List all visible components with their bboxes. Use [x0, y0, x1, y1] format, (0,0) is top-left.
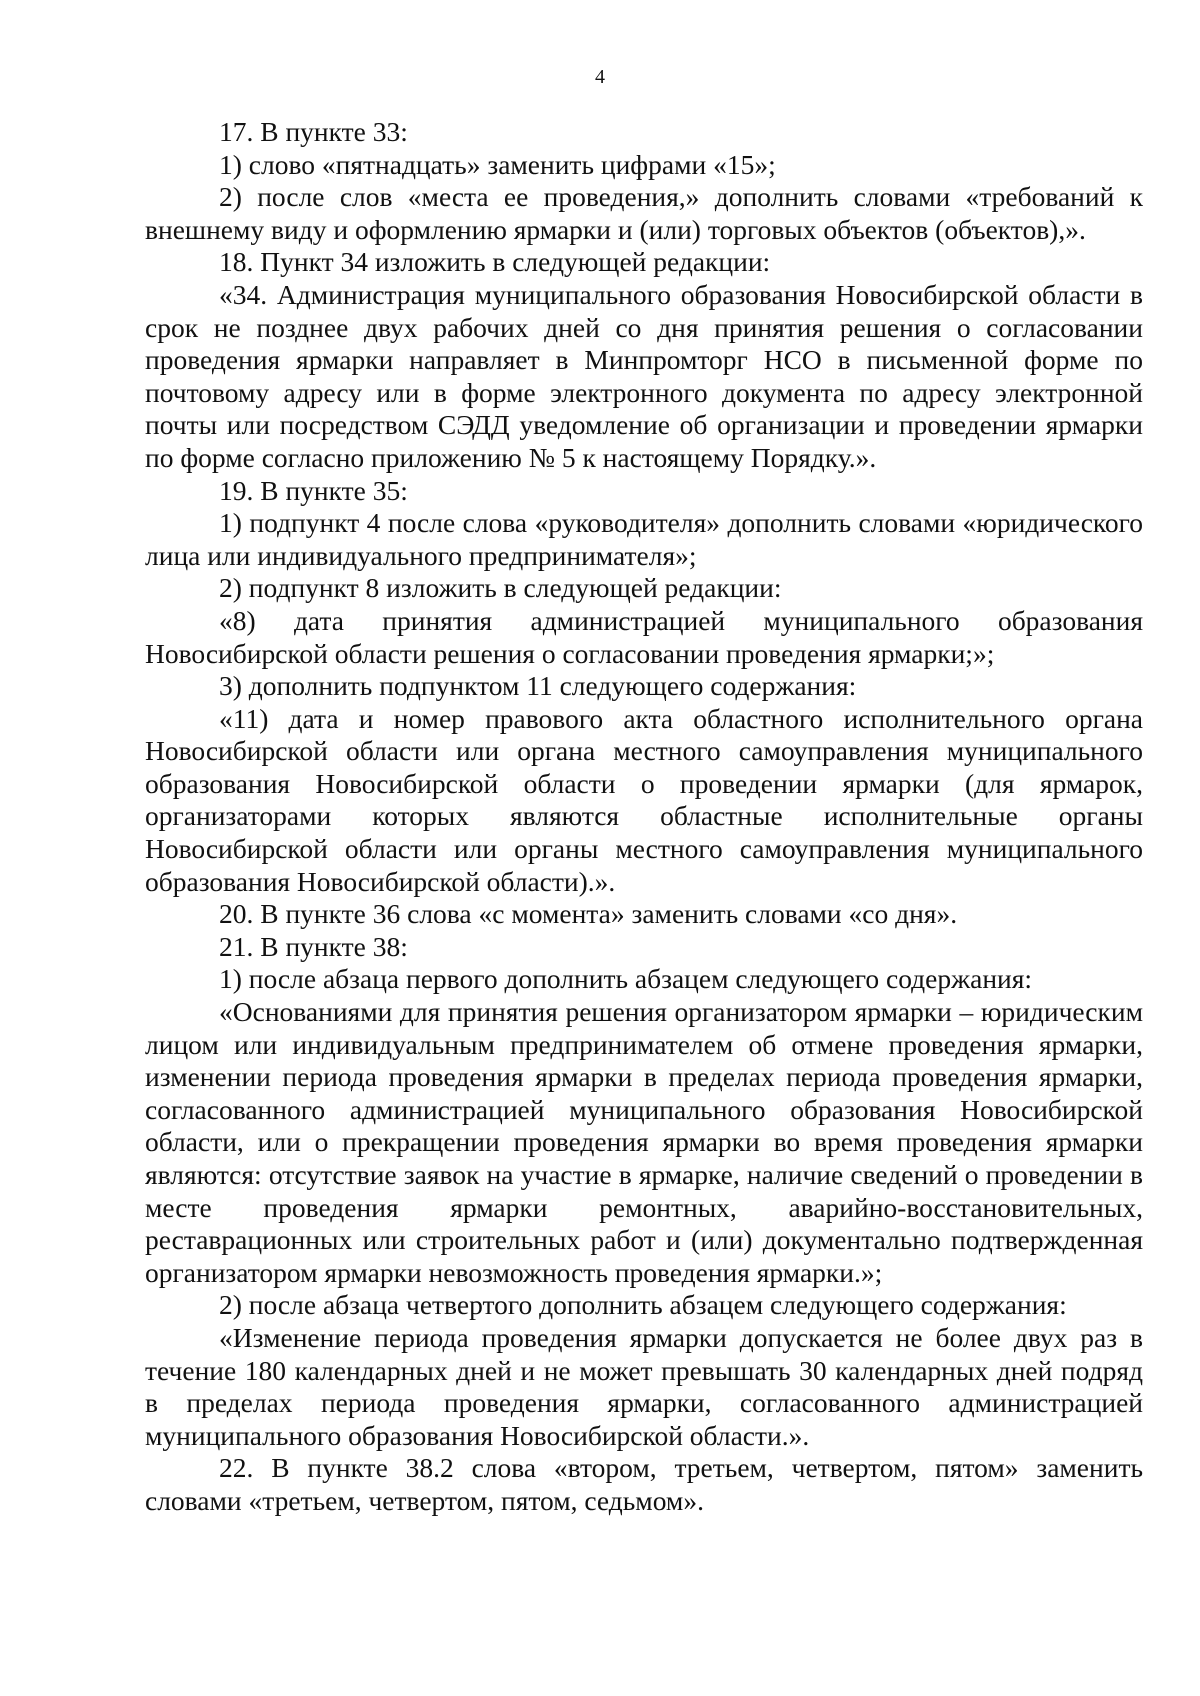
paragraph-quoted-text: «8) дата принятия администрацией муниципального образования Новосибирской области решения о согласовании проведения ярмарки;»;: [145, 604, 1143, 669]
paragraph-item-20: 20. В пункте 36 слова «с момента» заменить словами «со дня».: [219, 898, 958, 930]
paragraph-subitem: 1) после абзаца первого дополнить абзацем следующего содержания:: [219, 963, 1033, 995]
paragraph-subitem: 2) после абзаца четвертого дополнить абзацем следующего содержания:: [219, 1289, 1067, 1321]
paragraph-quoted-text: «Основаниями для принятия решения организатором ярмарки – юридическим лицом или индивидуальным предпринимателем об отмене проведения ярмарки, изменении периода проведения ярмарки в пределах периода проведения ярмарки, согласованного администрацией муниципального образования Новосибирской области, или о прекращении проведения ярмарки во время проведения ярмарки являются: отсутствие заявок на участие в ярмарке, наличие сведений о проведении в месте проведения ярмарки ремонтных, аварийно-восстановительных, реставрационных или строительных работ и (или) документально подтвержденная организатором ярмарки невозможность проведения ярмарки.»;: [145, 996, 1143, 1288]
paragraph-quoted-text: «34. Администрация муниципального образования Новосибирской области в срок не позднее двух рабочих дней со дня принятия решения о согласовании проведения ярмарки направляет в Минпромторг НСО в письменной форме по почтовому адресу или в форме электронного документа по адресу электронной почты или посредством СЭДД уведомление об организации и проведении ярмарки по форме согласно приложению № 5 к настоящему Порядку.».: [145, 278, 1143, 473]
paragraph-item-18: 18. Пункт 34 изложить в следующей редакции:: [219, 246, 771, 278]
paragraph-item-22: 22. В пункте 38.2 слова «втором, третьем, четвертом, пятом» заменить словами «третьем, четвертом, пятом, седьмом».: [145, 1452, 1143, 1516]
paragraph-item-21: 21. В пункте 38:: [219, 930, 408, 962]
page-number: 4: [595, 66, 605, 88]
paragraph-item-17: 17. В пункте 33:: [219, 116, 408, 147]
paragraph-quoted-text: «Изменение периода проведения ярмарки допускается не более двух раз в течение 180 календарных дней и не может превышать 30 календарных дней подряд в пределах периода проведения ярмарки, согласованного администрацией муниципального образования Новосибирской области.».: [145, 1321, 1143, 1451]
paragraph-item-19: 19. В пункте 35:: [219, 474, 408, 506]
paragraph-subitem: 1) подпункт 4 после слова «руководителя» дополнить словами «юридического лица или индивидуального предпринимателя»;: [145, 507, 1143, 571]
paragraph-subitem: 2) подпункт 8 изложить в следующей редакции:: [219, 572, 782, 604]
document-body: [145, 116, 1143, 1518]
paragraph-subitem: 2) после слов «места ее проведения,» дополнить словами «требований к внешнему виду и оформлению ярмарки и (или) торговых объектов (объектов),».: [145, 181, 1143, 245]
paragraph-subitem: 3) дополнить подпунктом 11 следующего содержания:: [219, 670, 857, 702]
paragraph-quoted-text: «11) дата и номер правового акта областного исполнительного органа Новосибирской области или органа местного самоуправления муниципального образования Новосибирской области о проведении ярмарки (для ярмарок, организаторами которых являются областные исполнительные органы Новосибирской области или органы местного самоуправления муниципального образования Новосибирской области).».: [145, 702, 1143, 897]
paragraph-subitem: 1) слово «пятнадцать» заменить цифрами «15»;: [219, 148, 776, 180]
